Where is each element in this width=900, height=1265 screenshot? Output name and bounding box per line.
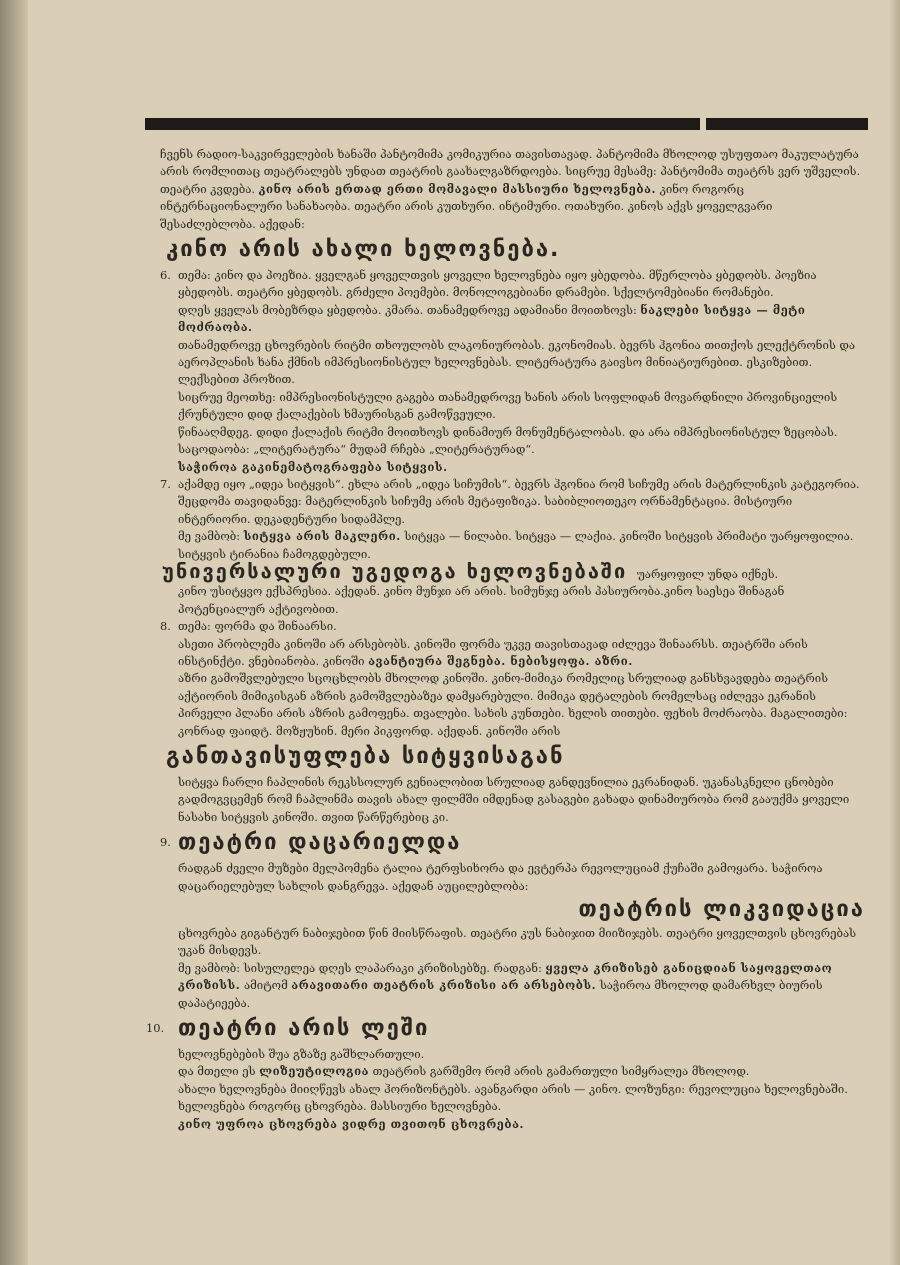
intro-bold-text: კინო არის ერთად ერთი მომავალი მასსიური ხელოვნება.: [258, 181, 657, 196]
section-10-b-post: თეატრის გარშემო რომ არის გამართული სიმყრალეა მხოლოდ.: [372, 1064, 750, 1079]
section-6-paragraph-a: თემა: კინო და პოეზია. ყველგან ყოველთვის ყოველი ხელოვნება იყო ყბედობა. მწერლობა ყბედობს. პოეზია ყბედობს. თეატრი ყბედობს. გრძელი პოემები. მონოლოგებიანი დრამები. სქელტომებიანი რომანები.: [178, 268, 817, 300]
section-number-8: 8.: [160, 619, 171, 634]
section-8: [160, 618, 865, 740]
section-6-paragraph-c: თანამედროვე ცხოვრების რიტმი თხოულობს ლაკონიურობას. ეკონომიას. ბევრს ჰგონია თითქოს ელექტრონის და აეროპლანის ხანა ქმნის იმპრესიონისტულ ხელოვნებას. ლიტერატურა გაივსო მინიატიურებით. ესკიზებით. ლექსებით პროზით.: [178, 337, 856, 387]
page-binding-shadow: [0, 0, 28, 1265]
top-rule-left: [145, 118, 700, 130]
section-number-9: 9.: [160, 835, 171, 850]
section-9-c-mid: ამიტომ: [243, 978, 288, 993]
heading-universal-tail: უარყოფილ უნდა იქნეს.: [636, 566, 779, 581]
section-6-b-bold: ნაკლები სიტყვა — მეტი მოძრაობა.: [178, 302, 806, 335]
section-10-b-bold: ლიზეუტილოგია: [259, 1064, 370, 1079]
section-8-b-text: ასეთი პრობლემა კინოში არ არსებობს. კინოში ფორმა უკვე თავისთავად იძლევა შინაარსს. თეატრში არის ინსტინქტი. ვნებიანობა. კინოში: [178, 636, 808, 668]
section-7: [160, 476, 865, 563]
section-10-paragraph-b: [178, 1063, 865, 1080]
heading-cinema-new-art: კინო არის ახალი ხელოვნება.: [166, 237, 561, 263]
section-6-paragraph-b: [178, 302, 865, 337]
heading-universal-row: [162, 558, 865, 583]
article-body: [146, 146, 865, 1133]
section-number-10: 10.: [146, 1021, 165, 1036]
heading-theatre-carcass: თეატრი არის ლეში: [178, 1016, 430, 1042]
section-9-c-bold: ყველა კრიზისებ განიცდიან საყოველთაო კრიზისს.: [178, 960, 833, 993]
section-number-7: 7.: [160, 476, 171, 491]
section-7-paragraph-a: აქამდე იყო „იდეა სიტყვის“. ეხლა არის „იდეა სიჩუმის“. ბევრს ჰგონია რომ სიჩუმე არის მატერლინკის კატეგორია. შეცდომა თავიდანვე: მატერლინკის სიჩუმე არის მეტაფიზიკა. საბიბლიოთეკო ორნამენტაცია. მისტიური ინტერიორი. დეკადენტური სიდამპლე.: [178, 476, 860, 526]
section-10-paragraph-a: ხელოვნებების შუა გზაზე გაშხლართული.: [178, 1047, 425, 1062]
section-8-paragraph-c: აზრი გამოშვლებული სცოცხლობს მხოლოდ კინოში. კინო-მიმიკა რომელიც სრულიად განსხვავდება თეატრის აქტიორის მიმიკისგან აზრის გამოშვლებაზეა დამყარებული. მიმიკა დეტალების რომელსაც იძლევა ეკრანის პირველი პლანი არის აზრის გამოფენა. თვალები. სახის კუნთები. ხელის თითები. ფეხის მოძრაობა. მაგალითები: კონრად ფაიდტ. მოზჟუხინ. მერი პიკფორდ. აქედან. კინოში არის: [178, 671, 848, 738]
section-9: [160, 828, 865, 1012]
section-7-b-bold: სიტყვა არის მაკლერი.: [243, 529, 401, 544]
section-7-paragraph-c: კინო უსიტყვო ექსპრესია. აქედან. კინო მუნჯი არ არის. სიმუნჯე არის პასიურობა.კინო საესეა შინაგან პოტენციალურ აქტივობით.: [178, 584, 785, 616]
section-6: [160, 267, 865, 476]
section-10-paragraph-d: კინო უფროა ცხოვრება ვიდრე თვითონ ცხოვრება.: [178, 1116, 525, 1131]
section-9-c-post: საჭიროა მხოლოდ დამარხვლ ბიურის დაპატიეება.: [178, 978, 823, 1010]
section-8-paragraph-b: [178, 636, 865, 671]
section-9-paragraph-b: ცხოვრება გიგანტურ ნაბიჯებით წინ მიისწრაფის. თეატრი კუს ნაბიჯით მიიზიჯებს. თეატრი ყოველთვის ცხოვრებას უკან მისდევს.: [178, 926, 857, 958]
section-6-paragraph-e: წინააღმდეგ. დიდი ქალაქის რიტმი მოითხოვს დინამიურ მონუმენტალობას. და არა იმპრესიონისტულ ზეცობას. საცოდაობა: „ლიტერატურა“ მუდამ რჩება „ლიტერატურად“.: [178, 424, 838, 457]
section-9-c-bold2: არავითარი თეატრის კრიზისი არ არსებობს.: [291, 978, 597, 993]
section-7-b-pre: მე ვამბობ:: [178, 529, 241, 544]
section-10-paragraph-c: ახალი ხელოვნება მიიღწევს ახალ ჰორიზონტებს. ავანგარდი არის — კინო. ლოზუნგი: რევოლუცია ხელოვნებაში. ხელოვნება როგორც ცხოვრება. მასსიური ხელოვნება.: [178, 1081, 848, 1114]
section-6-b-text: დღეს ყველას მობეზრდა ყბედობა. კმარა. თანამედროვე ადამიანი მოითხოვს:: [178, 302, 637, 317]
section-8-b-bold: ავანტიურა შეგნება. ნებისყოფა. აზრი.: [368, 653, 633, 668]
page-edge: [888, 0, 900, 1265]
section-8-paragraph-a: თემა: ფორმა და შინაარსი.: [178, 619, 337, 634]
intro-tail-text: კინო როგორც ინტერნაციონალური სანახაობა. თეატრი არის კუთხური. ინტიმური. ოთახური. კინოს აქვს ყოველგვარი შესაძლებლობა. აქედან:: [160, 181, 773, 231]
section-6-paragraph-f: საჭიროა გაკინემატოგრაფება სიტყვის.: [178, 459, 448, 474]
section-6-paragraph-d: სიცრუე მეოთხე: იმპრესიონისტული გაგება თანამედროვე ხანის არის სოფლიდან მოვარდნილი პროვინციელის ქრუნტული დიდ ქალაქების ხმაურისგან გამოწვეული.: [178, 389, 838, 422]
intro-paragraph: [160, 146, 865, 233]
section-9-paragraph-a: რადგან ძველი მუზები მელპომენა ტალია ტერფსიხორა და ევტერპა რევოლუციამ ქუჩაში გამოყარა. საჭიროა დაცარიელებულ სახლის დანგრევა. აქედან აუცილებლობა:: [178, 861, 823, 893]
section-7-b-post: სიტყვა — ნილაბი. სიტყვა — ლაქია. კინოში სიტყვის პრიმატი უარყოფილია. სიტყვის ტირანია ჩამოგდებული.: [178, 529, 854, 561]
section-7-paragraph-b: [178, 528, 865, 563]
heading-theatre-emptied: თეატრი დაცარიელდა: [178, 830, 462, 856]
section-9-c-pre: მე ვამბობ: სისულელეა დღეს ლაპარაკი კრიზისებზე. რადგან:: [178, 960, 542, 975]
heading-liberation: განთავისუფლება სიტყვისაგან: [166, 744, 565, 769]
heading-universal: უნივერსალური უგედოგა ხელოვნებაში: [162, 558, 628, 583]
section-10-b-pre: და მთელი ეს: [178, 1064, 256, 1079]
heading-liquidation: თეატრის ლიკვიდაცია: [578, 897, 865, 923]
section-number-6: 6.: [160, 268, 171, 283]
top-rule-right: [706, 118, 868, 130]
intro-text: ჩვენს რადიო-საკვირველების ხანაში პანტომიმა კომიკურია თავისთავად. პანტომიმა მხოლოდ უსუფთაო მაკულატურა არის რომლითაც თეატრალებს უნდათ თეატრის გაახალგაზრდოება. სიცრუე მესამე: პანტომიმა თეატრს ვერ უშველის. თეატრი კვდება.: [160, 147, 861, 196]
section-8-paragraph-d: სიტყვა ჩარლი ჩაპლინის რეკსსოლურ გენიალობით სრულიად განდევნილია ეკრანიდან. უკანასკნელი ცნობები გადმოგვცემენ რომ ჩაპლინმა თავის ახალ ფილმში იმდენად გასაგები გახადა დინამიურობა რომ გააუქმა ყოველი ნასახი სიტყვის კინოში. თვით წარწერებიც კი.: [178, 775, 850, 824]
section-9-paragraph-c: [178, 960, 865, 1012]
section-10: [146, 1014, 865, 1133]
